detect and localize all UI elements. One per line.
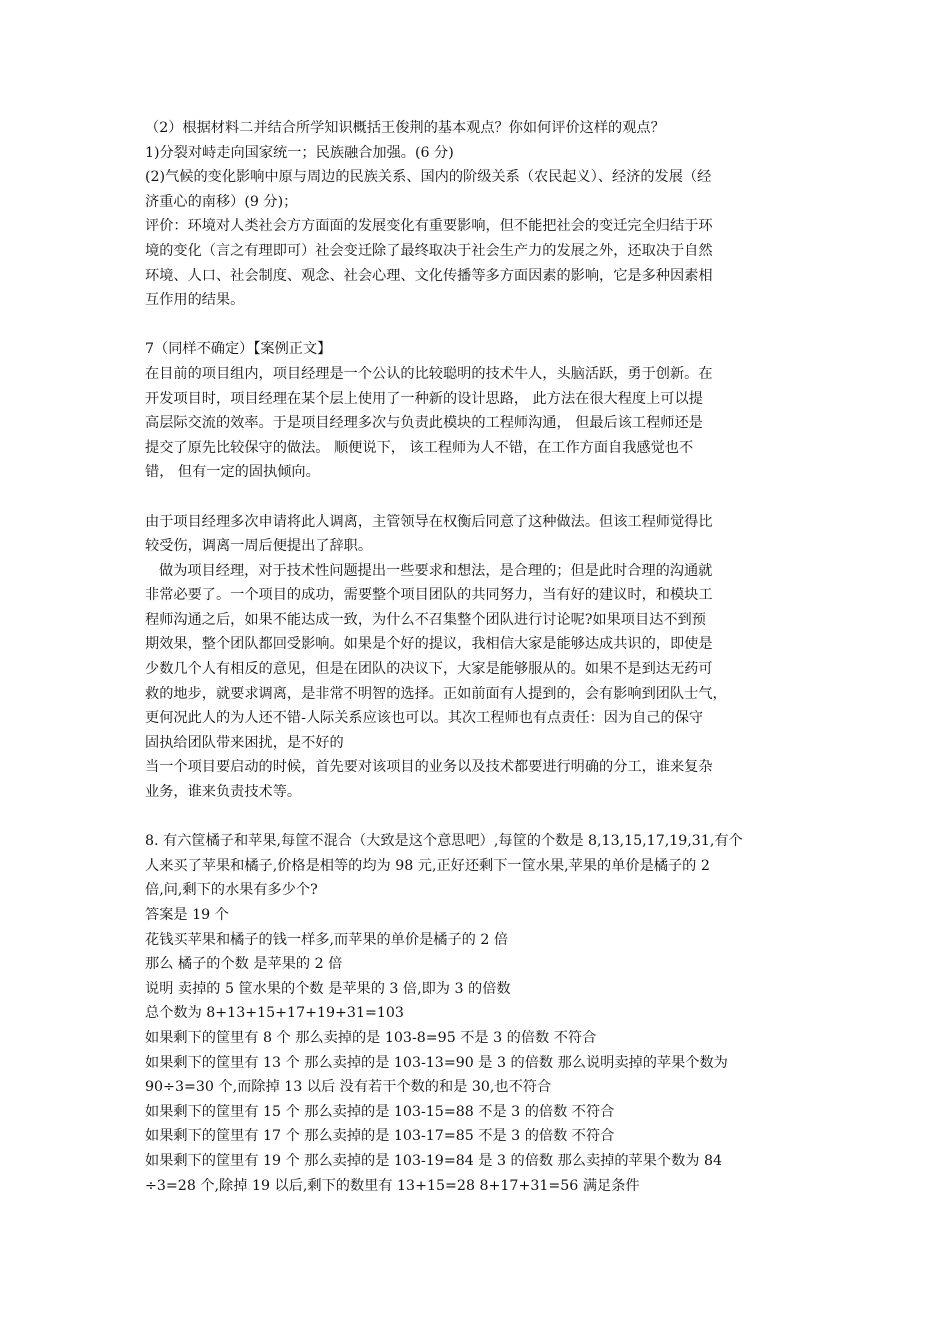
analysis-line: 当一个项目要启动的时候，首先要对该项目的业务以及技术都要进行明确的分工，谁来复杂: [145, 759, 713, 776]
section-6: [145, 116, 809, 313]
solution-line: 如果剩下的筐里有 15 个 那么卖掉的是 103-15=88 不是 3 的倍数 不符合: [145, 1103, 615, 1120]
analysis-line: 非常必要了。一个项目的成功，需要整个项目团队的共同努力，当有好的建议时，和模块工: [145, 587, 713, 604]
case-line: 较受伤，调离一周后便提出了辞职。: [145, 538, 373, 555]
case-line: 在目前的项目组内，项目经理是一个公认的比较聪明的技术牛人，头脑活跃，勇于创新。在: [145, 365, 713, 382]
solution-line: 总个数为 8+13+15+17+19+31=103: [145, 1005, 404, 1022]
analysis-line: 救的地步，就要求调离，是非常不明智的选择。正如前面有人提到的，会有影响到团队士气，: [145, 685, 727, 702]
solution-line: 如果剩下的筐里有 19 个 那么卖掉的是 103-19=84 是 3 的倍数 那么卖掉的苹果个数为 84: [145, 1152, 723, 1169]
solution-line: 如果剩下的筐里有 17 个 那么卖掉的是 103-17=85 不是 3 的倍数 不符合: [145, 1128, 615, 1145]
answer-line: 1)分裂对峙走向国家统一；民族融合加强。(6 分): [145, 144, 454, 161]
analysis-line: 固执给团队带来困扰，是不好的: [145, 734, 344, 751]
solution-line: ÷3=28 个,除掉 19 以后,剩下的数里有 13+15=28 8+17+31=56 满足条件: [145, 1177, 640, 1194]
section-7: [145, 337, 809, 804]
evaluation-line: 互作用的结果。: [145, 292, 245, 309]
case-line: 提交了原先比较保守的做法。 顺便说下， 该工程师为人不错，在工作方面自我感觉也不: [145, 439, 694, 456]
problem-line: 倍,问,剩下的水果有多少个?: [145, 882, 318, 899]
paragraph-spacer: [145, 805, 809, 830]
answer-line: (2)气候的变化影响中原与周边的民族关系、国内的阶级关系（农民起义）、经济的发展（经: [145, 169, 712, 186]
case-line: 开发项目时，项目经理在某个层上使用了一种新的设计思路， 此方法在很大程度上可以提: [145, 390, 703, 407]
case-line: 由于项目经理多次申请将此人调离，主管领导在权衡后同意了这种做法。但该工程师觉得比: [145, 513, 713, 530]
section-8: [145, 829, 809, 1198]
answer-line: 答案是 19 个: [145, 907, 229, 923]
analysis-line: 业务，谁来负责技术等。: [145, 784, 302, 801]
solution-line: 说明 卖掉的 5 筐水果的个数 是苹果的 3 倍,即为 3 的倍数: [145, 980, 511, 997]
case-line: 错， 但有一定的固执倾向。: [145, 464, 320, 481]
problem-line: 人来买了苹果和橘子,价格是相等的均为 98 元,正好还剩下一筐水果,苹果的单价是橘子的 2: [145, 857, 710, 874]
question-line: （2）根据材料二并结合所学知识概括王俊荆的基本观点？你如何评价这样的观点？: [145, 120, 665, 136]
section-heading: 7（同样不确定）【案例正文】: [145, 341, 332, 358]
paragraph-spacer: [145, 313, 809, 338]
solution-line: 如果剩下的筐里有 8 个 那么卖掉的是 103-8=95 不是 3 的倍数 不符合: [145, 1029, 597, 1046]
solution-line: 如果剩下的筐里有 13 个 那么卖掉的是 103-13=90 是 3 的倍数 那么说明卖掉的苹果个数为: [145, 1054, 728, 1071]
analysis-line: 少数几个人有相反的意见，但是在团队的决议下，大家是能够服从的。如果不是到达无药可: [145, 661, 713, 678]
solution-line: 花钱买苹果和橘子的钱一样多,而苹果的单价是橘子的 2 倍: [145, 931, 509, 948]
evaluation-line: 评价：环境对人类社会方方面面的发展变化有重要影响，但不能把社会的变迁完全归结于环: [145, 218, 713, 235]
solution-line: 90÷3=30 个,而除掉 13 以后 没有若干个数的和是 30,也不符合: [145, 1079, 552, 1096]
analysis-line: 做为项目经理，对于技术性问题提出一些要求和想法，是合理的；但是此时合理的沟通就: [159, 562, 713, 579]
evaluation-line: 境的变化（言之有理即可）社会变迁除了最终取决于社会生产力的发展之外，还取决于自然: [145, 242, 713, 259]
case-line: 高层际交流的效率。于是项目经理多次与负责此模块的工程师沟通， 但最后该工程师还是: [145, 415, 703, 432]
evaluation-line: 环境、人口、社会制度、观念、社会心理、文化传播等多方面因素的影响，它是多种因素相: [145, 267, 713, 284]
analysis-line: 期效果，整个团队都回受影响。如果是个好的提议，我相信大家是能够达成共识的，即使是: [145, 636, 713, 653]
answer-line: 济重心的南移）(9 分)；: [145, 193, 298, 210]
document-body: [145, 116, 809, 1198]
analysis-line: 更何况此人的为人还不错-人际关系应该也可以。其次工程师也有点责任：因为自己的保守: [145, 710, 704, 727]
problem-line: 8. 有六筐橘子和苹果,每筐不混合（大致是这个意思吧）,每筐的个数是 8,13,15,17,19,31,有个: [145, 833, 743, 850]
analysis-line: 程师沟通之后，如果不能达成一致，为什么不召集整个团队进行讨论呢?如果项目达不到预: [145, 611, 706, 628]
solution-line: 那么 橘子的个数 是苹果的 2 倍: [145, 956, 343, 973]
paragraph-spacer: [145, 485, 809, 510]
